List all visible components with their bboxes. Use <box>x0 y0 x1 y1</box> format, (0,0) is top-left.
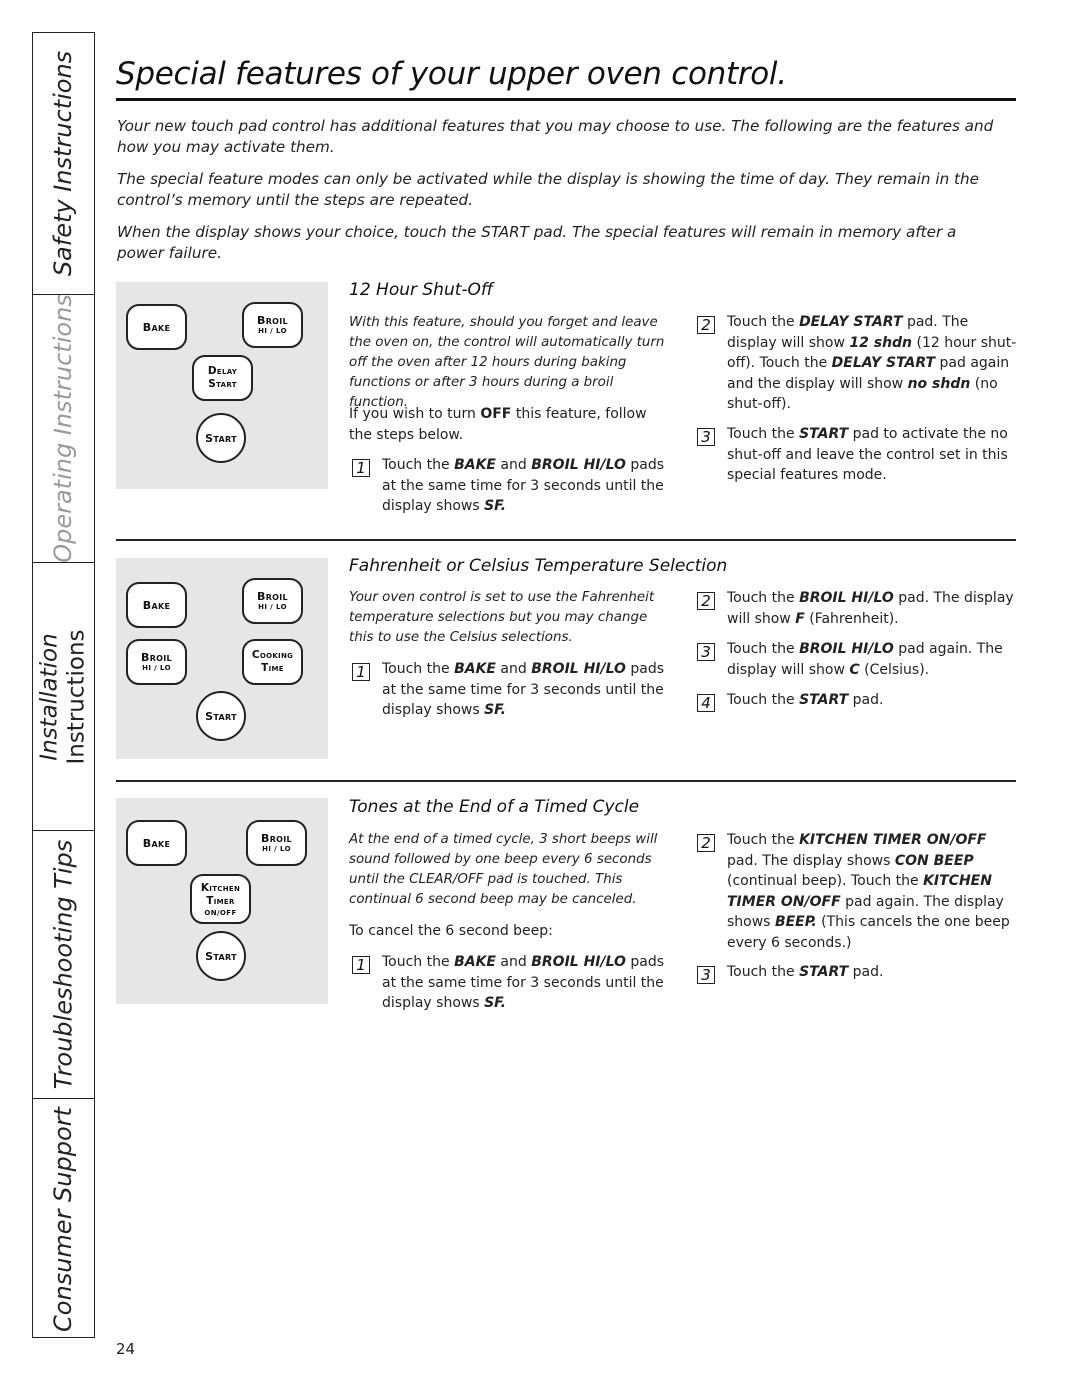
pad-label-line: Timer <box>206 894 235 907</box>
page-number: 24 <box>116 1340 136 1358</box>
page-title: Special features of your upper oven control. <box>116 56 787 92</box>
pad-label: Bake <box>142 836 171 850</box>
pad-label <box>252 649 293 675</box>
pad-label-line: Delay <box>207 365 238 377</box>
kitchen-timer-pad <box>190 874 251 924</box>
section-title: Fahrenheit or Celsius Temperature Selection <box>349 556 728 576</box>
pad-label: Start <box>205 709 237 723</box>
section-title: Tones at the End of a Timed Cycle <box>349 797 640 817</box>
step-text: Touch the START pad. <box>727 692 884 708</box>
control-panel-illustration <box>116 798 328 1004</box>
step-number: 3 <box>697 966 715 984</box>
section-divider <box>116 539 1016 541</box>
pad-sublabel: HI / LO <box>142 664 171 672</box>
tab-operating-instructions[interactable] <box>33 295 94 563</box>
start-pad <box>196 931 246 981</box>
step <box>697 639 1017 680</box>
step-text: Touch the DELAY START pad. The display will show 12 shdn (12 hour shut-off). Touch the DELAY START pad again and the display will show no shdn (no shut-off). <box>727 314 1017 412</box>
pad-label <box>208 365 237 391</box>
pad-label: Broil <box>141 651 172 664</box>
step <box>352 659 672 721</box>
step-text: Touch the BAKE and BROIL HI/LO pads at the same time for 3 seconds until the display shows SF. <box>382 457 665 514</box>
step-text: Touch the BAKE and BROIL HI/LO pads at the same time for 3 seconds until the display shows SF. <box>382 661 665 718</box>
step-text: Touch the BROIL HI/LO pad again. The display will show C (Celsius). <box>727 641 1003 678</box>
pad-sublabel: HI / LO <box>262 845 291 853</box>
tab-safety-instructions[interactable] <box>33 33 94 295</box>
pad-sublabel: HI / LO <box>258 327 287 335</box>
step-number: 3 <box>697 428 715 446</box>
intro-paragraph: The special feature modes can only be activated while the display is showing the time of day. They remain in the control’s memory until the steps are repeated. <box>117 170 979 209</box>
pad-label-line: Start <box>208 378 237 390</box>
pad-label: Start <box>205 949 237 963</box>
broil-pad <box>246 820 307 866</box>
step <box>697 312 1017 415</box>
step-number: 1 <box>352 663 370 681</box>
tab-label-line2: Instructions <box>63 628 90 765</box>
step <box>352 952 672 1014</box>
step <box>697 690 1017 712</box>
step <box>697 424 1017 486</box>
pad-label <box>201 882 240 908</box>
tab-label: Troubleshooting Tips <box>49 839 77 1090</box>
pad-label: Broil <box>257 590 288 603</box>
title-rule <box>116 98 1016 101</box>
step <box>352 455 672 517</box>
tab-label: Safety Instructions <box>49 50 78 277</box>
step-number: 2 <box>697 316 715 334</box>
section-paragraph: If you wish to turn OFF this feature, follow the steps below. <box>349 406 647 443</box>
tab-label: Operating Instructions <box>49 294 78 563</box>
pad-sublabel: HI / LO <box>258 603 287 611</box>
control-panel-illustration <box>116 282 328 489</box>
step-number: 1 <box>352 459 370 477</box>
broil-pad <box>126 639 187 685</box>
intro-paragraph: When the display shows your choice, touch the START pad. The special features will remain in memory after a power failure. <box>117 223 957 262</box>
control-panel-illustration <box>116 558 328 759</box>
step-text: Touch the START pad. <box>727 964 884 980</box>
step-number: 1 <box>352 956 370 974</box>
step <box>697 830 1017 953</box>
section-note: With this feature, should you forget and leave the oven on, the control will automatically turn off the oven after 12 hours during baking functions or after 3 hours during a broil function. <box>349 315 665 410</box>
delay-start-pad <box>192 355 253 401</box>
step-number: 2 <box>697 834 715 852</box>
pad-label: Bake <box>142 598 171 612</box>
cooking-time-pad <box>242 639 303 685</box>
tab-consumer-support[interactable] <box>33 1099 94 1339</box>
pad-label-line: Kitchen <box>200 881 241 894</box>
broil-pad <box>242 578 303 624</box>
section-paragraph: To cancel the 6 second beep: <box>349 923 553 939</box>
sidebar-tabs <box>32 32 95 1338</box>
step-number: 3 <box>697 643 715 661</box>
pad-sublabel: ON/OFF <box>204 908 237 917</box>
step <box>697 588 1017 629</box>
tab-label: Consumer Support <box>49 1106 78 1332</box>
start-pad <box>196 413 246 463</box>
pad-label: Start <box>205 431 237 445</box>
section-note: Your oven control is set to use the Fahrenheit temperature selections but you may change this to use the Celsius selections. <box>349 590 655 645</box>
intro-paragraph: Your new touch pad control has additional features that you may choose to use. The following are the features and how you may activate them. <box>117 117 994 156</box>
pad-label-line: Cooking <box>251 649 294 661</box>
step <box>697 962 1017 984</box>
step-number: 4 <box>697 694 715 712</box>
tab-label <box>37 629 91 764</box>
pad-label: Broil <box>257 314 288 327</box>
step-number: 2 <box>697 592 715 610</box>
step-text: Touch the KITCHEN TIMER ON/OFF pad. The display shows CON BEEP (continual beep). Touch the KITCHEN TIMER ON/OFF pad again. The display shows BEEP. (This cancels the one beep every 6 seconds.) <box>727 832 1010 951</box>
start-pad <box>196 691 246 741</box>
step-text: Touch the BAKE and BROIL HI/LO pads at the same time for 3 seconds until the display shows SF. <box>382 954 665 1011</box>
pad-label: Broil <box>261 832 292 845</box>
step-text: Touch the START pad to activate the no shut-off and leave the control set in this special features mode. <box>727 426 1008 483</box>
bake-pad <box>126 304 187 350</box>
section-title: 12 Hour Shut-Off <box>349 280 494 300</box>
tab-installation-instructions[interactable] <box>33 563 94 831</box>
pad-label-line: Time <box>261 662 284 674</box>
bake-pad <box>126 820 187 866</box>
step-text: Touch the BROIL HI/LO pad. The display will show F (Fahrenheit). <box>727 590 1014 627</box>
broil-pad <box>242 302 303 348</box>
pad-label: Bake <box>142 320 171 334</box>
tab-label-line1: Installation <box>36 632 63 761</box>
tab-troubleshooting-tips[interactable] <box>33 831 94 1099</box>
section-note: At the end of a timed cycle, 3 short beeps will sound followed by one beep every 6 seconds until the CLEAR/OFF pad is touched. This continual 6 second beep may be canceled. <box>349 832 658 907</box>
bake-pad <box>126 582 187 628</box>
section-divider <box>116 780 1016 782</box>
